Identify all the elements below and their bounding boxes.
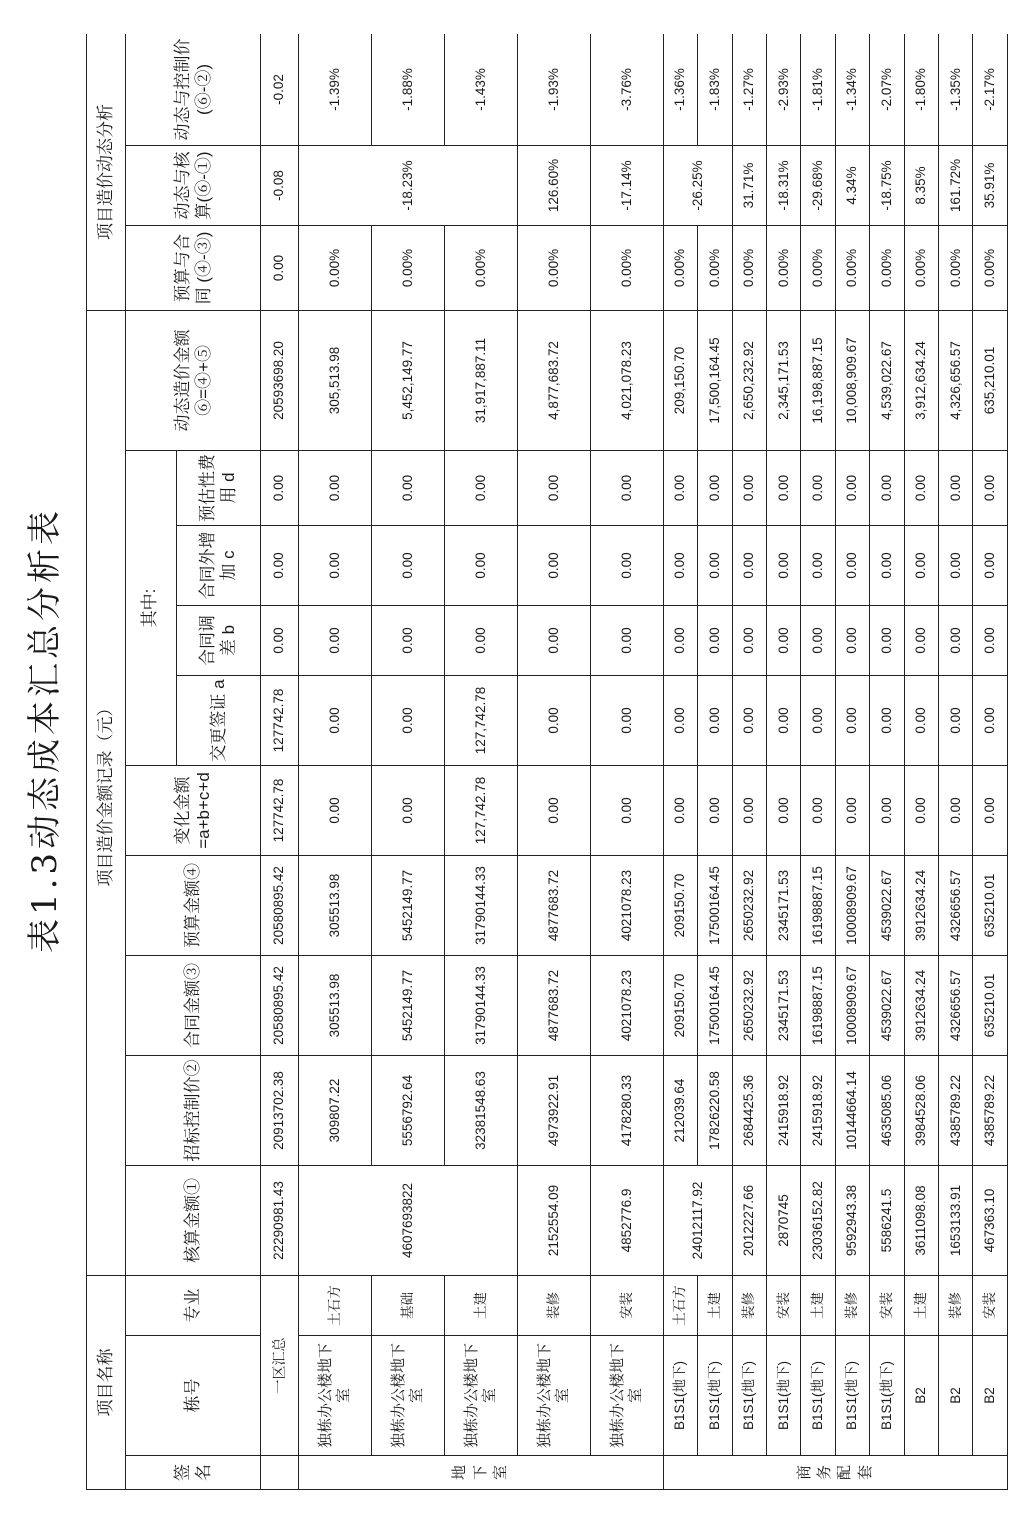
cell-change: 127,742.78 [444,765,517,855]
cell-bid-control: 17826220.58 [698,1055,732,1165]
cell-p61: 126.60% [517,145,590,225]
cell-budget: 4021078.23 [590,855,663,955]
table-row [766,34,800,1490]
cell-a: 0.00 [766,675,800,765]
cell-p61: 8.35% [904,145,938,225]
cell-d: 0.00 [261,450,299,525]
cell-dynamic: 635,210.01 [973,310,1008,450]
cell-p43: 0.00% [732,225,766,310]
table-row [517,34,590,1490]
cell-settlement: 467363.10 [973,1165,1008,1275]
table-caption-area [15,500,75,960]
cell-p43: 0.00% [904,225,938,310]
cell-dynamic: 4,021,078.23 [590,310,663,450]
cell-p43: 0.00 [261,225,299,310]
cell-p61: -17.14% [590,145,663,225]
cell-contract: 305513.98 [298,955,371,1055]
cell-budget: 3912634.24 [904,855,938,955]
cell-b: 0.00 [663,605,697,675]
cell-specialty: 装修 [517,1275,590,1335]
cell-budget: 20580895.42 [261,855,299,955]
cell-p62: -1.34% [835,34,869,145]
cell-b: 0.00 [870,605,904,675]
cell-bid-control: 4385789.22 [973,1055,1008,1165]
cell-change: 0.00 [590,765,663,855]
cell-dynamic: 31,917,887.11 [444,310,517,450]
cell-d: 0.00 [835,450,869,525]
table-row [590,34,663,1490]
cell-b: 0.00 [590,605,663,675]
header-contract-adjust: 合同调差 b [176,605,260,675]
cell-dynamic: 4,539,022.67 [870,310,904,450]
cell-dynamic: 5,452,149.77 [371,310,444,450]
cell-c: 0.00 [973,525,1008,605]
cell-p43: 0.00% [517,225,590,310]
cell-b: 0.00 [517,605,590,675]
cell-budget: 5452149.77 [371,855,444,955]
cell-a: 0.00 [732,675,766,765]
cell-bid-control: 10144664.14 [835,1055,869,1165]
cell-dynamic: 17,500,164.45 [698,310,732,450]
cell-settlement-merged: 4607693822 [298,1165,517,1275]
cell-building: B1S1(地下) [698,1336,732,1456]
cell-a: 0.00 [517,675,590,765]
table-row [835,34,869,1490]
cell-change: 0.00 [732,765,766,855]
cell-settlement: 9592943.38 [835,1165,869,1275]
cell-change: 127742.78 [261,765,299,855]
cell-a: 0.00 [663,675,697,765]
cell-bid-control: 4973922.91 [517,1055,590,1165]
cell-d: 0.00 [938,450,972,525]
cell-p62: -2.17% [973,34,1008,145]
cell-sign [261,1456,299,1490]
cell-contract: 2345171.53 [766,955,800,1055]
cell-a: 127742.78 [261,675,299,765]
cell-p61: -0.08 [261,145,299,225]
cell-specialty: 土建 [801,1275,835,1335]
cell-c: 0.00 [663,525,697,605]
cell-c: 0.00 [261,525,299,605]
cell-change: 0.00 [371,765,444,855]
header-bid-control: 招标控制价② [125,1055,261,1165]
cell-c: 0.00 [904,525,938,605]
cell-p43: 0.00% [835,225,869,310]
header-dynamic-cost: 动态造价金额 ⑥=④+⑤ [125,310,261,450]
cell-budget: 4539022.67 [870,855,904,955]
cell-budget: 209150.70 [663,855,697,955]
cell-d: 0.00 [371,450,444,525]
cell-settlement: 1653133.91 [938,1165,972,1275]
cell-p61-merged: -26.25% [663,145,732,225]
cell-bid-control: 2415918.92 [766,1055,800,1165]
cell-specialty: 装修 [938,1275,972,1335]
cell-p62: -2.93% [766,34,800,145]
cell-specialty: 基础 [371,1275,444,1335]
cell-budget: 16198887.15 [801,855,835,955]
header-budget: 预算金额④ [125,855,261,955]
header-dynamic-vs-control: 动态与控制价(⑥-②) [125,34,261,145]
cell-change: 0.00 [973,765,1008,855]
cell-bid-control: 5556792.64 [371,1055,444,1165]
cell-contract: 20580895.42 [261,955,299,1055]
cell-b: 0.00 [698,605,732,675]
cell-dynamic: 209,150.70 [663,310,697,450]
cell-bid-control: 2684425.36 [732,1055,766,1165]
cell-c: 0.00 [801,525,835,605]
cell-p62: -1.88% [371,34,444,145]
cell-specialty: 土石方 [298,1275,371,1335]
cell-p61: -18.31% [766,145,800,225]
cell-building: B1S1(地下) [835,1336,869,1456]
dynamic-cost-table [86,34,1008,1490]
cell-settlement: 2870745 [766,1165,800,1275]
cell-settlement: 2152554.09 [517,1165,590,1275]
header-settlement: 核算金额① [125,1165,261,1275]
table-row [870,34,904,1490]
cell-c: 0.00 [590,525,663,605]
cell-p61: 4.34% [835,145,869,225]
cell-p62: -1.43% [444,34,517,145]
cell-p61: -29.68% [801,145,835,225]
rotated-table-wrapper [86,34,1008,1490]
cell-contract: 2650232.92 [732,955,766,1055]
cell-settlement: 22290981.43 [261,1165,299,1275]
cell-building: 独栋办公楼地下室 [517,1336,590,1456]
cell-change: 0.00 [663,765,697,855]
cell-p61: 31.71% [732,145,766,225]
cell-p62: -1.80% [904,34,938,145]
cell-p43: 0.00% [938,225,972,310]
cell-a: 127,742.78 [444,675,517,765]
cell-settlement: 23036152.82 [801,1165,835,1275]
cell-a: 0.00 [698,675,732,765]
cell-specialty: 土石方 [663,1275,697,1335]
cell-specialty: 安装 [973,1275,1008,1335]
cell-c: 0.00 [766,525,800,605]
cell-a: 0.00 [938,675,972,765]
header-contract: 合同金额③ [125,955,261,1055]
cell-p61: 35.91% [973,145,1008,225]
cell-building: 独栋办公楼地下室 [371,1336,444,1456]
header-dynamic-vs-settlement: 动态与核算(⑥-①) [125,145,261,225]
cell-b: 0.00 [904,605,938,675]
cell-p43: 0.00% [801,225,835,310]
cell-budget: 4877683.72 [517,855,590,955]
cell-settlement: 3611098.08 [904,1165,938,1275]
cell-building: B1S1(地下) [766,1336,800,1456]
cell-c: 0.00 [732,525,766,605]
table-row [904,34,938,1490]
cell-contract: 31790144.33 [444,955,517,1055]
cell-d: 0.00 [663,450,697,525]
cell-bid-control: 4385789.22 [938,1055,972,1165]
cell-contract: 635210.01 [973,955,1008,1055]
cell-bid-control: 309807.22 [298,1055,371,1165]
cell-building: 独栋办公楼地下室 [590,1336,663,1456]
cell-budget: 635210.01 [973,855,1008,955]
cell-d: 0.00 [517,450,590,525]
cell-change: 0.00 [870,765,904,855]
cell-p62: -1.27% [732,34,766,145]
cell-contract: 3912634.24 [904,955,938,1055]
cell-contract: 5452149.77 [371,955,444,1055]
cell-budget: 305513.98 [298,855,371,955]
header-project-name: 项目名称 [87,1275,126,1489]
cell-p61: 161.72% [938,145,972,225]
cell-budget: 10008909.67 [835,855,869,955]
cell-b: 0.00 [261,605,299,675]
header-specialty: 专业 [125,1275,261,1335]
cell-contract: 4539022.67 [870,955,904,1055]
cell-contract: 16198887.15 [801,955,835,1055]
cell-p43: 0.00% [870,225,904,310]
header-budget-vs-contract: 预算与合同 (④-③) [125,225,261,310]
cell-change: 0.00 [904,765,938,855]
cell-budget: 17500164.45 [698,855,732,955]
cell-a: 0.00 [298,675,371,765]
cell-change: 0.00 [698,765,732,855]
header-of-which: 其中: [125,450,176,765]
group-label-commercial: 商务配套 [663,1456,1007,1490]
cell-bid-control: 3984528.06 [904,1055,938,1165]
cell-dynamic: 2,345,171.53 [766,310,800,450]
cell-dynamic: 10,008,909.67 [835,310,869,450]
cell-contract: 4326656.57 [938,955,972,1055]
cell-dynamic: 2,650,232.92 [732,310,766,450]
cell-dynamic: 20593698.20 [261,310,299,450]
cell-building: B1S1(地下) [663,1336,697,1456]
cell-change: 0.00 [766,765,800,855]
cell-building: B2 [973,1336,1008,1456]
cell-p62: -1.81% [801,34,835,145]
cell-p43: 0.00% [766,225,800,310]
cell-bid-control: 4178280.33 [590,1055,663,1165]
cell-settlement: 4852776.9 [590,1165,663,1275]
cell-budget: 31790144.33 [444,855,517,955]
cell-building: B2 [904,1336,938,1456]
cell-a: 0.00 [801,675,835,765]
cell-b: 0.00 [444,605,517,675]
cell-budget: 2345171.53 [766,855,800,955]
cell-change: 0.00 [835,765,869,855]
cell-p62: -1.83% [698,34,732,145]
cell-p62: -1.36% [663,34,697,145]
cell-p43: 0.00% [698,225,732,310]
cell-specialty: 安装 [590,1275,663,1335]
table-row-summary [261,34,299,1490]
cell-p62: -1.35% [938,34,972,145]
cell-change: 0.00 [298,765,371,855]
cell-a: 0.00 [835,675,869,765]
cell-contract: 10008909.67 [835,955,869,1055]
cell-dynamic: 4,877,683.72 [517,310,590,450]
cell-contract: 209150.70 [663,955,697,1055]
table-row [973,34,1008,1490]
cell-building: 独栋办公楼地下室 [444,1336,517,1456]
cell-bid-control: 212039.64 [663,1055,697,1165]
cell-building: B1S1(地下) [801,1336,835,1456]
table-row [663,34,697,1490]
cell-b: 0.00 [938,605,972,675]
header-change-visa: 交更签证 a [176,675,260,765]
cell-a: 0.00 [904,675,938,765]
cell-c: 0.00 [517,525,590,605]
cell-dynamic: 305,513.98 [298,310,371,450]
cell-dynamic: 4,326,656.57 [938,310,972,450]
cell-specialty: 安装 [870,1275,904,1335]
cell-d: 0.00 [698,450,732,525]
cell-p62: -2.07% [870,34,904,145]
cell-d: 0.00 [766,450,800,525]
cell-building: 独栋办公楼地下室 [298,1336,371,1456]
cell-p62: -0.02 [261,34,299,145]
cell-b: 0.00 [371,605,444,675]
cell-building: B1S1(地下) [870,1336,904,1456]
cell-b: 0.00 [973,605,1008,675]
table-row [298,34,371,1490]
cell-c: 0.00 [371,525,444,605]
cell-d: 0.00 [870,450,904,525]
cell-p43: 0.00% [663,225,697,310]
cell-b: 0.00 [732,605,766,675]
table-caption: 表1.3动态成本汇总分析表 [25,506,65,954]
cell-p43: 0.00% [371,225,444,310]
cell-bid-control: 32381548.63 [444,1055,517,1165]
header-estimated-cost: 预估性费用 d [176,450,260,525]
cell-bid-control: 4635085.06 [870,1055,904,1165]
cell-specialty: 土建 [444,1275,517,1335]
header-sign: 签名 [125,1456,261,1490]
header-building-no: 栋号 [125,1336,261,1456]
cell-summary-label: 一区汇总 [261,1275,299,1455]
cell-p62: -1.93% [517,34,590,145]
cell-d: 0.00 [590,450,663,525]
header-dynamic-analysis: 项目造价动态分析 [87,34,126,310]
cell-a: 0.00 [870,675,904,765]
cell-dynamic: 3,912,634.24 [904,310,938,450]
cell-change: 0.00 [801,765,835,855]
cell-specialty: 安装 [766,1275,800,1335]
cell-contract: 4877683.72 [517,955,590,1055]
group-label-underground: 地下室 [298,1456,663,1490]
cell-change: 0.00 [938,765,972,855]
cell-d: 0.00 [298,450,371,525]
cell-specialty: 装修 [835,1275,869,1335]
cell-p43: 0.00% [444,225,517,310]
cell-p43: 0.00% [973,225,1008,310]
cell-b: 0.00 [801,605,835,675]
cell-settlement: 5586241.5 [870,1165,904,1275]
cell-building: B2 [938,1336,972,1456]
header-change-amount: 变化金额 =a+b+c+d [125,765,261,855]
cell-specialty: 装修 [732,1275,766,1335]
cell-settlement: 2012227.66 [732,1165,766,1275]
cell-d: 0.00 [732,450,766,525]
cell-c: 0.00 [698,525,732,605]
cell-p61: -18.75% [870,145,904,225]
cell-d: 0.00 [973,450,1008,525]
cell-budget: 2650232.92 [732,855,766,955]
cell-c: 0.00 [835,525,869,605]
cell-contract: 17500164.45 [698,955,732,1055]
cell-change: 0.00 [517,765,590,855]
cell-b: 0.00 [766,605,800,675]
cell-b: 0.00 [835,605,869,675]
cell-specialty: 土建 [904,1275,938,1335]
cell-c: 0.00 [444,525,517,605]
cell-specialty: 土建 [698,1275,732,1335]
cell-c: 0.00 [298,525,371,605]
cell-d: 0.00 [904,450,938,525]
cell-bid-control: 20913702.38 [261,1055,299,1165]
cell-p62: -1.39% [298,34,371,145]
cell-d: 0.00 [801,450,835,525]
cell-dynamic: 16,198,887.15 [801,310,835,450]
table-row [801,34,835,1490]
cell-b: 0.00 [298,605,371,675]
table-row [732,34,766,1490]
table-stage [86,34,1008,1490]
cell-bid-control: 2415918.92 [801,1055,835,1165]
cell-a: 0.00 [973,675,1008,765]
cell-d: 0.00 [444,450,517,525]
cell-p43: 0.00% [590,225,663,310]
table-row [938,34,972,1490]
cell-c: 0.00 [870,525,904,605]
cell-c: 0.00 [938,525,972,605]
cell-settlement-merged: 24012117.92 [663,1165,732,1275]
cell-a: 0.00 [371,675,444,765]
cell-p43: 0.00% [298,225,371,310]
cell-contract: 4021078.23 [590,955,663,1055]
header-cost-record: 项目造价金额记录（元） [87,310,126,1275]
cell-budget: 4326656.57 [938,855,972,955]
cell-p61-merged: -18.23% [298,145,517,225]
cell-p62: -3.76% [590,34,663,145]
header-extra-contract: 合同外增加 c [176,525,260,605]
cell-building: B1S1(地下) [732,1336,766,1456]
cell-a: 0.00 [590,675,663,765]
